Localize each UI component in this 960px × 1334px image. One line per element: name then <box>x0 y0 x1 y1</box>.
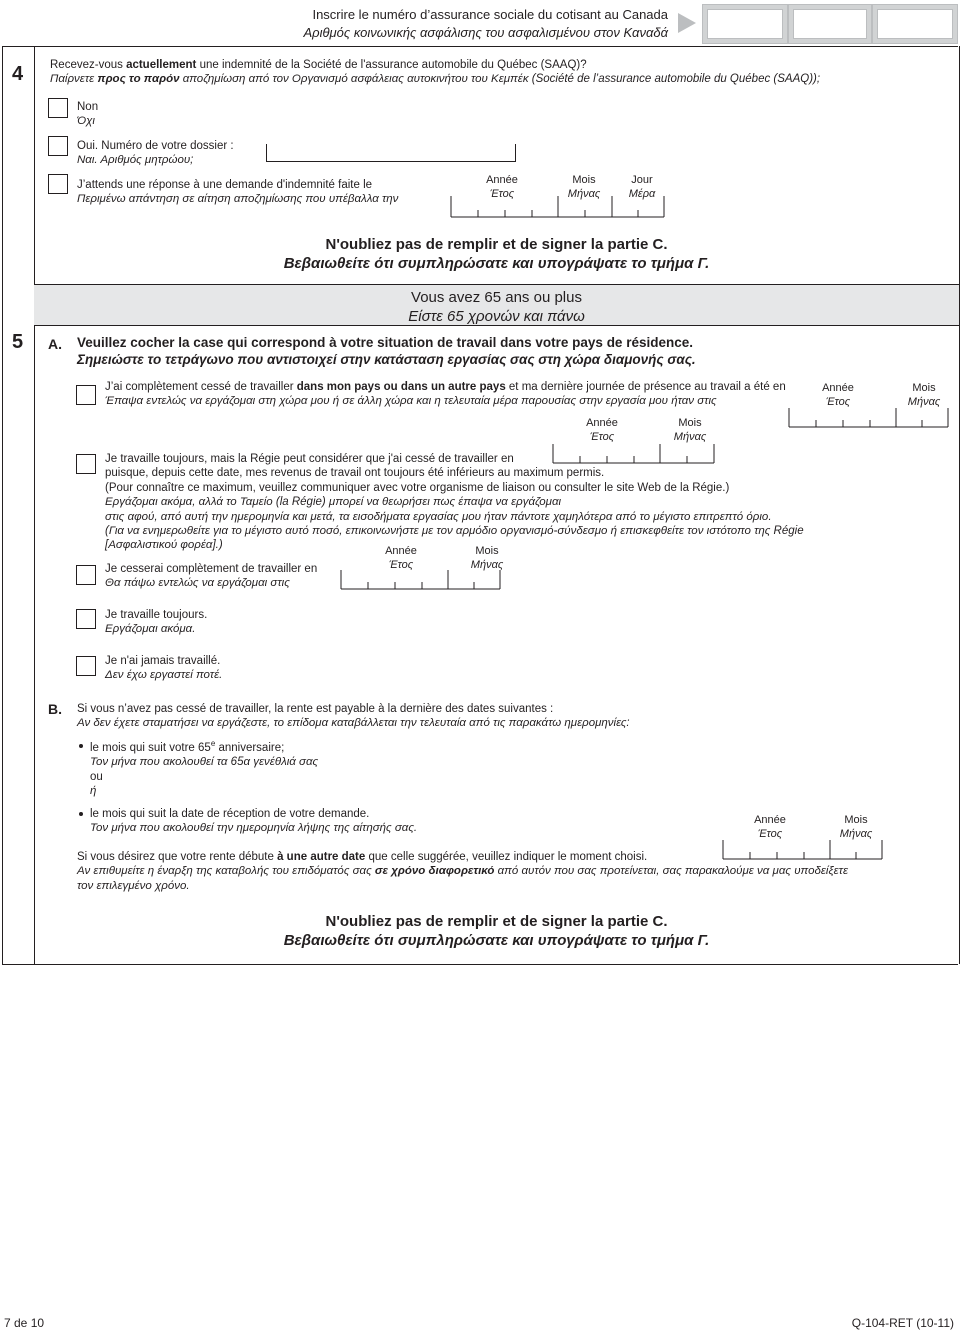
date-field-stopped[interactable] <box>788 408 950 428</box>
bullet-65th-birthday: le mois qui suit votre 65e anniversaire; Τον μήνα που ακολουθεί τα 65α γενέθλιά σας <box>90 739 319 769</box>
part-b-instruction: Si vous n’avez pas cessé de travailler, la rente est payable à la dernière des dates suivantes : Αν δεν έχετε σταματήσει να εργάζεστε, το επίδομα καταβάλλεται την τελευταία από τις παρακάτω ημερομηνίες: <box>77 703 630 730</box>
other-date-instruction: Si vous désirez que votre rente débute à une autre date que celle suggérée, veuillez indiquer le moment choisi. Αν επιθυμείτε η έναρξη της καταβολής του επιδόματός σας σε χρόνο διαφορετικό από αυτόν που σας προτείνεται, σας παρακαλούμε να μας υποδείξετε τον επιλεγμένο χρόνο. <box>77 851 849 892</box>
month-label: Mois Μήνας <box>673 417 707 443</box>
year-label: Année Έτος <box>754 814 786 840</box>
never-worked-checkbox[interactable] <box>76 656 96 676</box>
year-label: Année Έτος <box>586 417 618 443</box>
year-label: Année Έτος <box>822 382 854 408</box>
section-4-reminder: N'oubliez pas de remplir et de signer la partie C. Βεβαιωθείτε ότι συμπληρώσατε και υπογράψατε το τμήμα Γ. <box>283 236 710 272</box>
still-working-label: Je travaille toujours. Εργάζομαι ακόμα. <box>105 609 208 636</box>
stopped-working-checkbox[interactable] <box>76 385 96 405</box>
part-a-instruction: Veuillez cocher la case qui correspond à votre situation de travail dans votre pays de résidence. Σημειώστε το τετράγωνο που αντιστοιχεί στην κατάσταση εργασίας σας στη χώρα διαμονής σας. <box>77 335 696 367</box>
year-label: Année Έτος <box>486 174 518 200</box>
section-4-question: Recevez-vous actuellement une indemnité de la Société de l'assurance automobile du Québec (SAAQ)? Παίρνετε προς το παρόν αποζημίωση από τον Οργανισμό ασφάλειας αυτοκινήτου του Κεμπέκ (Société de l’assurance automobile du Québec (SAAQ)); <box>50 59 821 86</box>
still-working-below-max-label: Je travaille toujours, mais la Régie peut considérer que j'ai cessé de travailler en puisque, depuis cette date, mes revenus de travail ont toujours été inférieurs au maximum permis. (Pour connaître ce maximum, veuillez communiquer avec votre organisme de liaison ou consulter le site Web de la Régie.) Εργάζομαι ακόμα, αλλά το Ταμείο (la Régie) μπορεί να θεωρήσει πως έπαψα να εργάζομαι στις αφού, από αυτή την ημερομηνία και μετά, τα εισοδήματα εργασίας μου ήταν πάντοτε χαμηλότερα από το μέγιστο επιτρεπτό όριο. (Για να ενημερωθείτε για το μέγιστο αυτό ποσό, επικοινωνήστε με τον αρμόδιο οργανισμό-σύνδεσμο ή επισκεφθείτε τον ιστότοπο της Régie [Ασφαλιστικού φορέα].) <box>105 453 804 552</box>
sin-header-el: Αριθμός κοινωνικής ασφάλισης του ασφαλισμένου στον Καναδά <box>303 24 668 40</box>
date-field-will-stop[interactable] <box>340 570 502 590</box>
bullet-icon <box>79 812 83 816</box>
divider <box>2 964 958 965</box>
still-working-below-max-checkbox[interactable] <box>76 454 96 474</box>
divider <box>2 46 958 47</box>
part-a-label: A. <box>48 336 62 352</box>
waiting-checkbox[interactable] <box>48 174 68 194</box>
page-number: 7 de 10 <box>4 1316 45 1330</box>
yes-checkbox[interactable] <box>48 136 68 156</box>
section-4-number: 4 <box>12 63 24 85</box>
no-label: Non Όχι <box>77 101 99 128</box>
stopped-working-label: J’ai complètement cessé de travailler dans mon pays ou dans un autre pays et ma dernière journée de présence au travail a été en Έπαψα εντελώς να εργάζομαι στη χώρα μου ή σε άλλη χώρα και η τελευταία μέρα παρουσίας στην εργασία μου ήταν στις <box>105 381 786 408</box>
will-stop-checkbox[interactable] <box>76 565 96 585</box>
sin-box-2[interactable] <box>788 4 872 44</box>
month-label: Mois Μήνας <box>839 814 873 840</box>
form-code: Q-104-RET (10-11) <box>851 1316 954 1330</box>
day-label: Jour Μέρα <box>628 174 656 200</box>
or-label: ou ή <box>90 771 103 798</box>
year-label: Année Έτος <box>385 545 417 571</box>
bullet-icon <box>79 744 83 748</box>
section-divider-vertical <box>34 46 35 964</box>
month-label: Mois Μήνας <box>907 382 941 408</box>
date-field-claim[interactable] <box>450 196 666 218</box>
section-5-reminder: N'oubliez pas de remplir et de signer la partie C. Βεβαιωθείτε ότι συμπληρώσατε και υπογράψατε το τμήμα Γ. <box>283 913 710 949</box>
waiting-label: J’attends une réponse à une demande d'indemnité faite le Περιμένω απάντηση σε αίτηση αποζημίωσης που υπέβαλλα την <box>77 179 399 206</box>
arrow-right-icon <box>676 12 698 34</box>
section-5-banner-text: Vous avez 65 ans ou plus Είστε 65 χρονών και πάνω <box>408 289 585 325</box>
will-stop-label: Je cesserai complètement de travailler en Θα πάψω εντελώς να εργάζομαι στις <box>105 563 318 590</box>
bullet-application-date: le mois qui suit la date de réception de votre demande. Τον μήνα που ακολουθεί την ημερομηνία λήψης της αίτησής σας. <box>90 808 418 835</box>
sin-header-fr: Inscrire le numéro d’assurance sociale du cotisant au Canada <box>312 7 668 22</box>
month-label: Mois Μήνας <box>470 545 504 571</box>
part-b-label: B. <box>48 701 62 717</box>
never-worked-label: Je n'ai jamais travaillé. Δεν έχω εργαστεί ποτέ. <box>105 655 223 682</box>
sin-box-3[interactable] <box>872 4 958 44</box>
yes-label: Oui. Numéro de votre dossier : Ναι. Αριθμός μητρώου; <box>77 140 234 167</box>
still-working-checkbox[interactable] <box>76 609 96 629</box>
section-5-number: 5 <box>12 331 24 353</box>
month-label: Mois Μήνας <box>567 174 601 200</box>
no-checkbox[interactable] <box>48 98 68 118</box>
sin-box-1[interactable] <box>702 4 788 44</box>
sin-header <box>180 6 668 41</box>
file-number-field[interactable] <box>266 144 516 162</box>
